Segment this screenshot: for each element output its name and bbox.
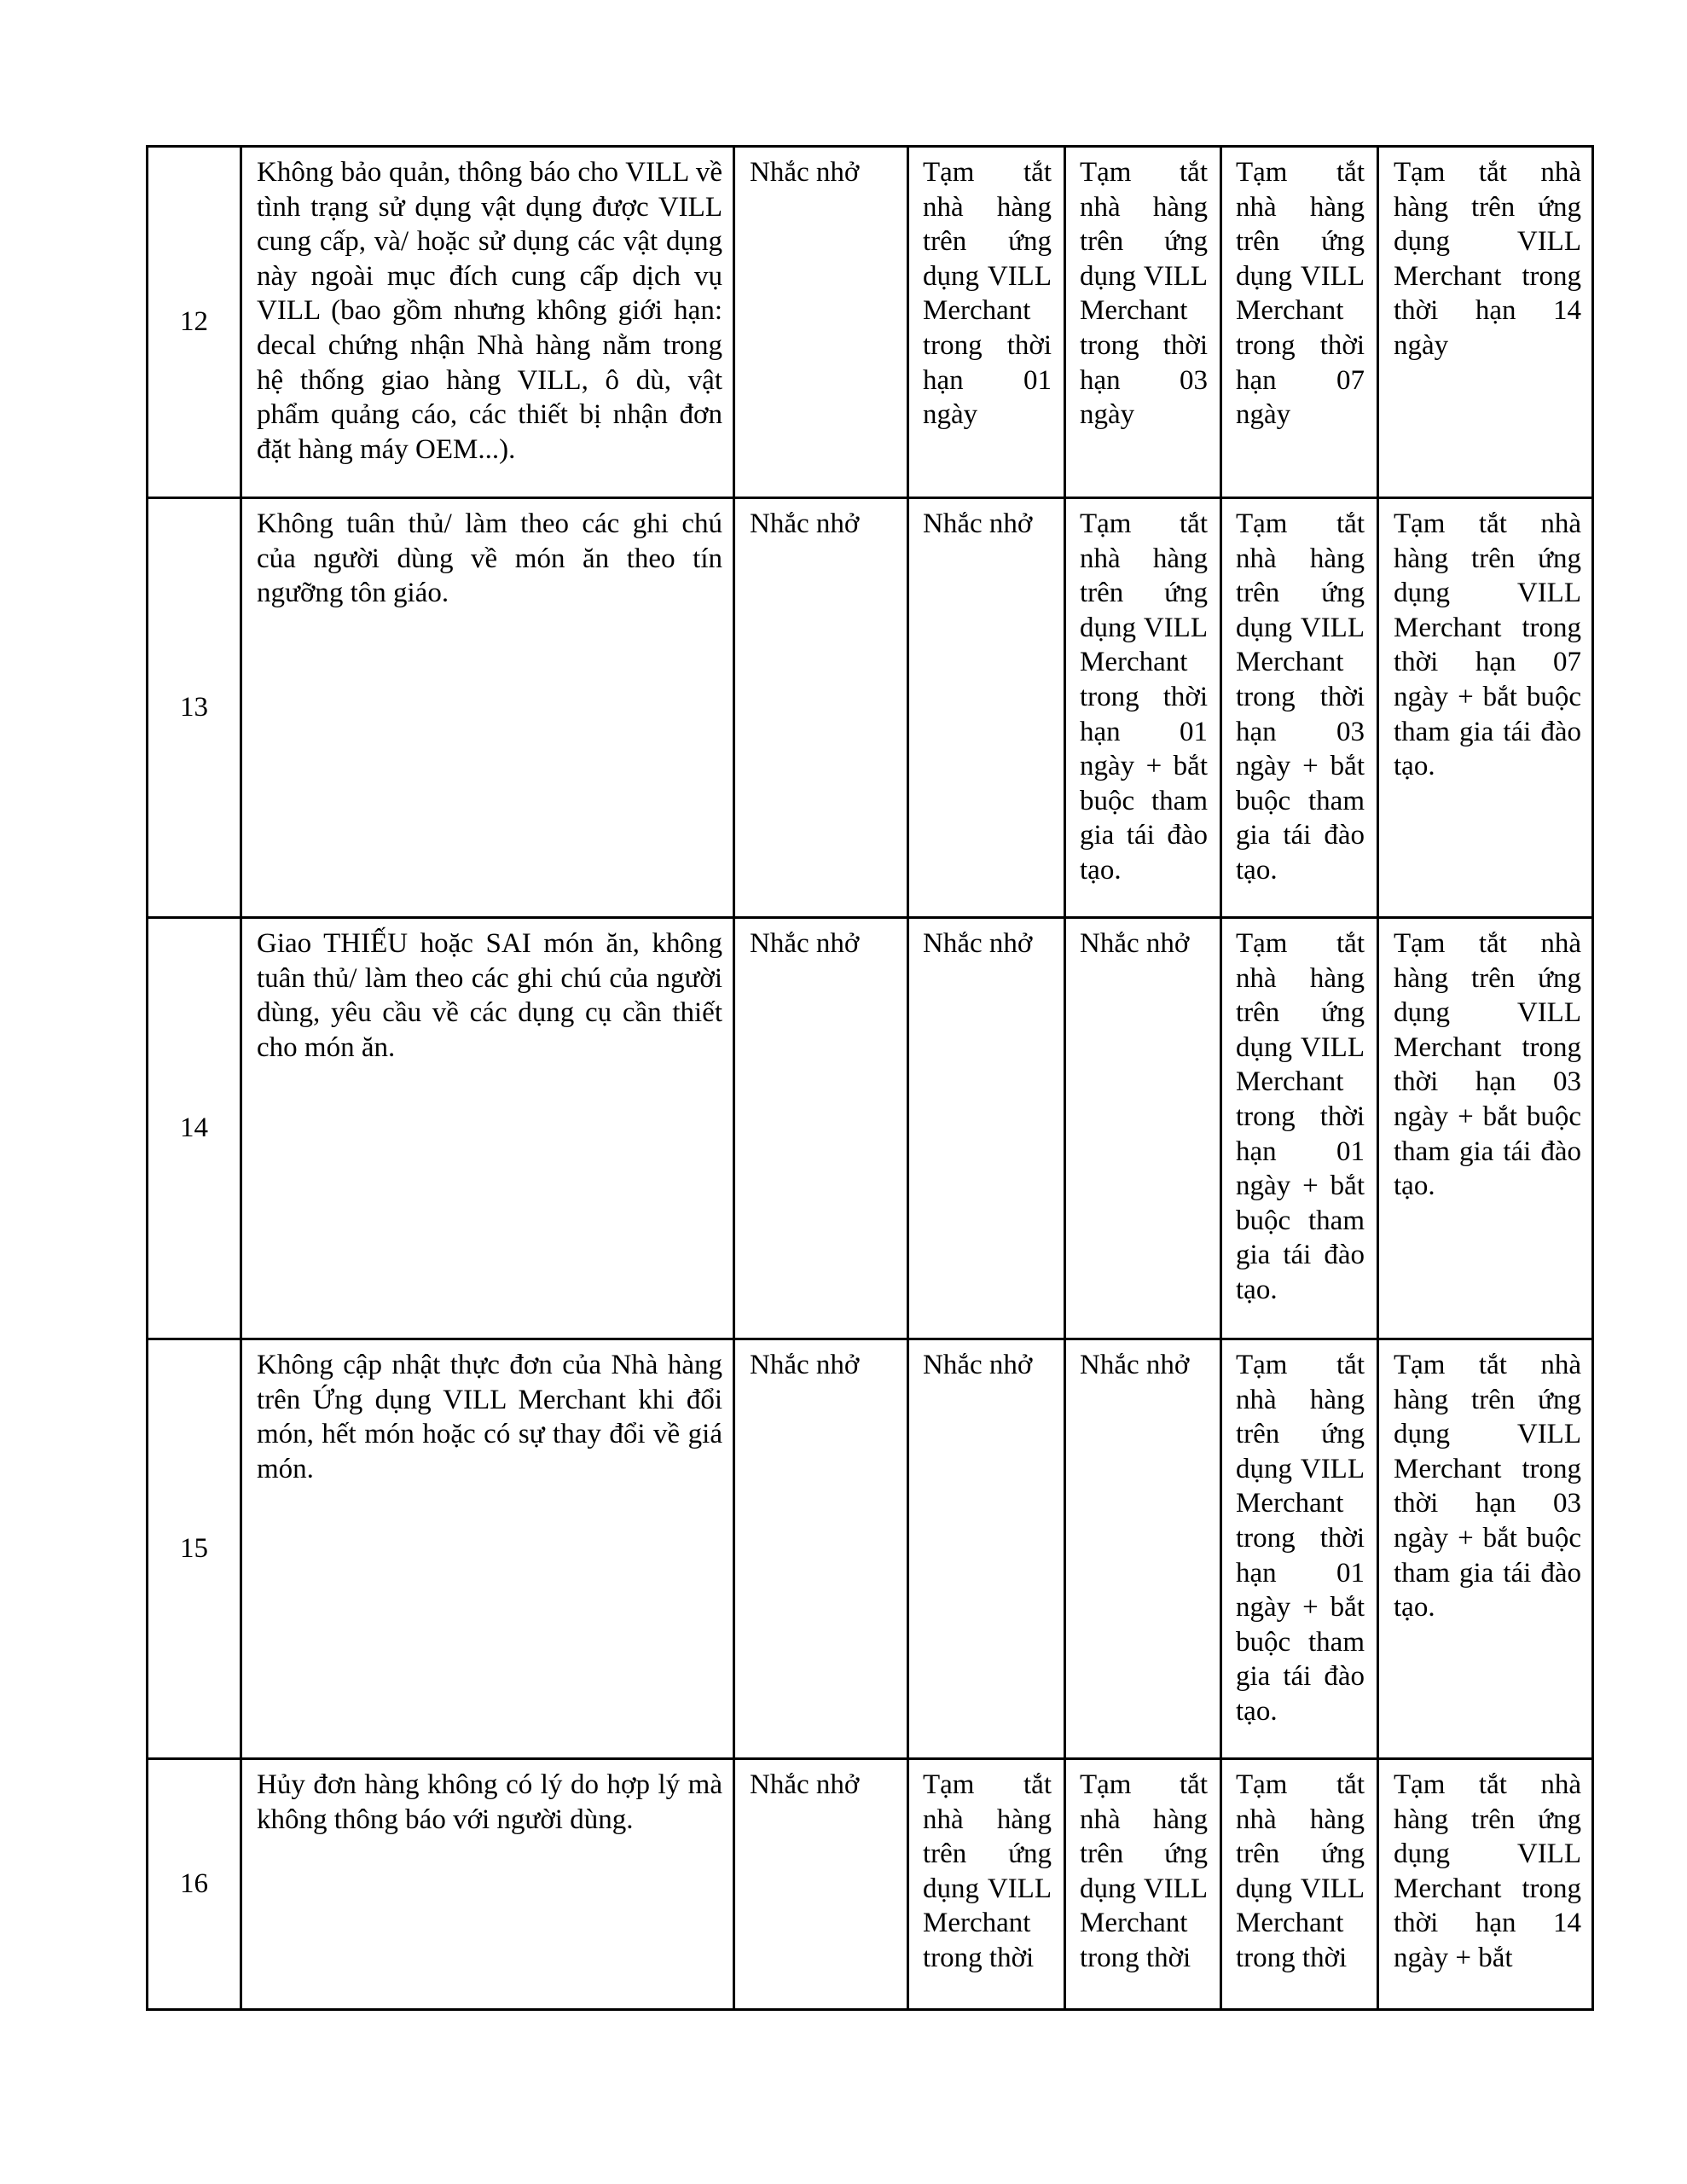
table-row <box>148 1759 1593 2010</box>
penalty-level-2: Tạm tắt nhà hàng trên ứng dụng VILL Merchant trong thời <box>908 1759 1065 2010</box>
penalty-level-5: Tạm tắt nhà hàng trên ứng dụng VILL Merchant trong thời hạn 07 ngày + bắt buộc tham gia tái đào tạo. <box>1378 498 1593 918</box>
penalty-level-4: Tạm tắt nhà hàng trên ứng dụng VILL Merchant trong thời <box>1221 1759 1378 2010</box>
penalty-level-2: Nhắc nhở <box>908 918 1065 1339</box>
table-row <box>148 498 1593 918</box>
penalty-level-2: Nhắc nhở <box>908 1339 1065 1759</box>
penalty-level-5: Tạm tắt nhà hàng trên ứng dụng VILL Merchant trong thời hạn 14 ngày + bắt <box>1378 1759 1593 2010</box>
penalty-level-4: Tạm tắt nhà hàng trên ứng dụng VILL Merchant trong thời hạn 01 ngày + bắt buộc tham gia tái đào tạo. <box>1221 1339 1378 1759</box>
penalty-level-3: Tạm tắt nhà hàng trên ứng dụng VILL Merchant trong thời hạn 03 ngày <box>1065 147 1221 498</box>
penalty-level-4: Tạm tắt nhà hàng trên ứng dụng VILL Merchant trong thời hạn 01 ngày + bắt buộc tham gia tái đào tạo. <box>1221 918 1378 1339</box>
penalty-level-1: Nhắc nhở <box>734 147 908 498</box>
penalty-level-5: Tạm tắt nhà hàng trên ứng dụng VILL Merchant trong thời hạn 03 ngày + bắt buộc tham gia tái đào tạo. <box>1378 918 1593 1339</box>
penalty-level-4: Tạm tắt nhà hàng trên ứng dụng VILL Merchant trong thời hạn 07 ngày <box>1221 147 1378 498</box>
penalty-level-1: Nhắc nhở <box>734 1759 908 2010</box>
penalty-level-2: Nhắc nhở <box>908 498 1065 918</box>
penalty-level-4: Tạm tắt nhà hàng trên ứng dụng VILL Merchant trong thời hạn 03 ngày + bắt buộc tham gia tái đào tạo. <box>1221 498 1378 918</box>
penalty-level-5: Tạm tắt nhà hàng trên ứng dụng VILL Merchant trong thời hạn 03 ngày + bắt buộc tham gia tái đào tạo. <box>1378 1339 1593 1759</box>
penalty-table <box>146 145 1594 2011</box>
penalty-level-1: Nhắc nhở <box>734 498 908 918</box>
penalty-level-3: Nhắc nhở <box>1065 918 1221 1339</box>
row-number: 13 <box>148 498 241 918</box>
violation-description: Không tuân thủ/ làm theo các ghi chú của người dùng về món ăn theo tín ngưỡng tôn giáo. <box>241 498 734 918</box>
penalty-level-5: Tạm tắt nhà hàng trên ứng dụng VILL Merchant trong thời hạn 14 ngày <box>1378 147 1593 498</box>
violation-description: Hủy đơn hàng không có lý do hợp lý mà không thông báo với người dùng. <box>241 1759 734 2010</box>
row-number: 15 <box>148 1339 241 1759</box>
table-row <box>148 918 1593 1339</box>
penalty-level-3: Tạm tắt nhà hàng trên ứng dụng VILL Merchant trong thời <box>1065 1759 1221 2010</box>
penalty-level-1: Nhắc nhở <box>734 918 908 1339</box>
row-number: 16 <box>148 1759 241 2010</box>
violation-description: Không cập nhật thực đơn của Nhà hàng trên Ứng dụng VILL Merchant khi đổi món, hết món hoặc có sự thay đổi về giá món. <box>241 1339 734 1759</box>
penalty-level-2: Tạm tắt nhà hàng trên ứng dụng VILL Merchant trong thời hạn 01 ngày <box>908 147 1065 498</box>
row-number: 12 <box>148 147 241 498</box>
table-row <box>148 1339 1593 1759</box>
penalty-level-3: Tạm tắt nhà hàng trên ứng dụng VILL Merchant trong thời hạn 01 ngày + bắt buộc tham gia tái đào tạo. <box>1065 498 1221 918</box>
violation-description: Không bảo quản, thông báo cho VILL về tình trạng sử dụng vật dụng được VILL cung cấp, và/ hoặc sử dụng các vật dụng này ngoài mục đích cung cấp dịch vụ VILL (bao gồm nhưng không giới hạn: decal chứng nhận Nhà hàng nằm trong hệ thống giao hàng VILL, ô dù, vật phẩm quảng cáo, các thiết bị nhận đơn đặt hàng máy OEM...). <box>241 147 734 498</box>
penalty-level-3: Nhắc nhở <box>1065 1339 1221 1759</box>
penalty-level-1: Nhắc nhở <box>734 1339 908 1759</box>
violation-description: Giao THIẾU hoặc SAI món ăn, không tuân thủ/ làm theo các ghi chú của người dùng, yêu cầu về các dụng cụ cần thiết cho món ăn. <box>241 918 734 1339</box>
table-row <box>148 147 1593 498</box>
row-number: 14 <box>148 918 241 1339</box>
